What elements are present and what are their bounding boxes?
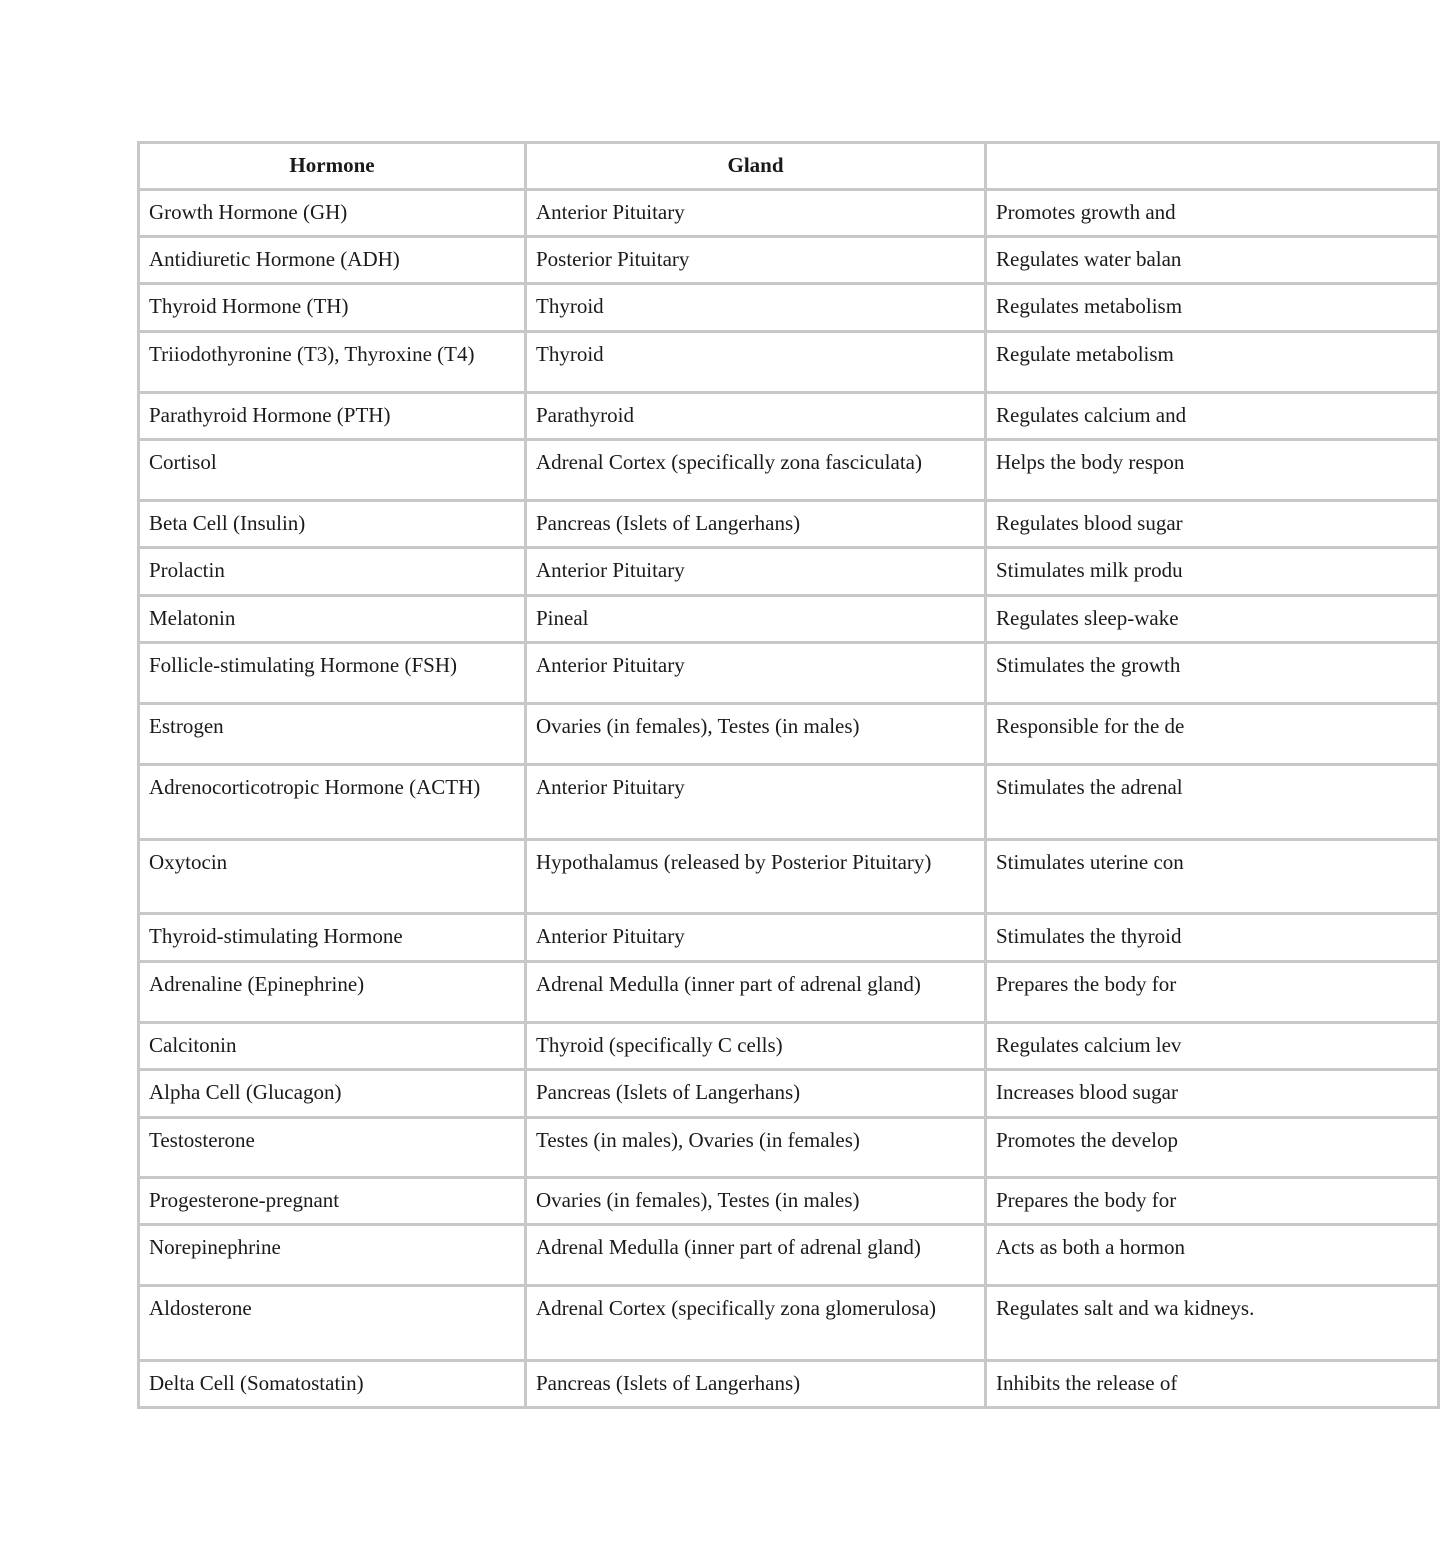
gland-cell: Adrenal Medulla (inner part of adrenal gland) <box>526 962 986 1023</box>
table-row <box>139 1070 1439 1118</box>
table-row <box>139 393 1439 440</box>
function-cell: Prepares the body for <box>986 962 1439 1023</box>
function-cell: Responsible for the de <box>986 704 1439 765</box>
hormone-cell: Prolactin <box>139 548 526 596</box>
table-row <box>139 840 1439 914</box>
gland-cell: Pancreas (Islets of Langerhans) <box>526 1361 986 1408</box>
gland-cell: Ovaries (in females), Testes (in males) <box>526 1178 986 1225</box>
hormone-cell: Calcitonin <box>139 1023 526 1070</box>
hormone-cell: Adrenaline (Epinephrine) <box>139 962 526 1023</box>
gland-cell: Adrenal Cortex (specifically zona fasciculata) <box>526 440 986 501</box>
gland-cell: Thyroid (specifically C cells) <box>526 1023 986 1070</box>
function-cell: Promotes growth and <box>986 190 1439 237</box>
function-cell: Regulates blood sugar <box>986 501 1439 548</box>
hormone-cell: Delta Cell (Somatostatin) <box>139 1361 526 1408</box>
table-row <box>139 501 1439 548</box>
header-gland: Gland <box>526 143 986 190</box>
table-row <box>139 765 1439 840</box>
hormone-cell: Cortisol <box>139 440 526 501</box>
hormone-cell: Progesterone-pregnant <box>139 1178 526 1225</box>
gland-cell: Parathyroid <box>526 393 986 440</box>
function-cell: Regulates salt and wa kidneys. <box>986 1286 1439 1361</box>
hormone-cell: Thyroid-stimulating Hormone <box>139 914 526 962</box>
header-hormone: Hormone <box>139 143 526 190</box>
function-cell: Acts as both a hormon <box>986 1225 1439 1286</box>
function-cell: Stimulates the adrenal <box>986 765 1439 840</box>
table-row <box>139 1118 1439 1178</box>
table-row <box>139 1023 1439 1070</box>
gland-cell: Pineal <box>526 596 986 643</box>
table-row <box>139 1225 1439 1286</box>
function-cell: Regulates metabolism <box>986 284 1439 332</box>
function-cell: Increases blood sugar <box>986 1070 1439 1118</box>
gland-cell: Hypothalamus (released by Posterior Pituitary) <box>526 840 986 914</box>
function-cell: Stimulates uterine con <box>986 840 1439 914</box>
hormone-cell: Adrenocorticotropic Hormone (ACTH) <box>139 765 526 840</box>
table-row <box>139 914 1439 962</box>
function-cell: Promotes the develop <box>986 1118 1439 1178</box>
gland-cell: Pancreas (Islets of Langerhans) <box>526 501 986 548</box>
gland-cell: Ovaries (in females), Testes (in males) <box>526 704 986 765</box>
hormone-cell: Oxytocin <box>139 840 526 914</box>
function-cell: Regulates calcium and <box>986 393 1439 440</box>
hormone-cell: Testosterone <box>139 1118 526 1178</box>
gland-cell: Adrenal Cortex (specifically zona glomerulosa) <box>526 1286 986 1361</box>
gland-cell: Pancreas (Islets of Langerhans) <box>526 1070 986 1118</box>
table-row <box>139 332 1439 393</box>
table-row <box>139 1178 1439 1225</box>
table-row <box>139 704 1439 765</box>
gland-cell: Testes (in males), Ovaries (in females) <box>526 1118 986 1178</box>
function-cell: Regulates water balan <box>986 237 1439 284</box>
table-row <box>139 284 1439 332</box>
hormone-cell: Growth Hormone (GH) <box>139 190 526 237</box>
function-cell: Helps the body respon <box>986 440 1439 501</box>
gland-cell: Anterior Pituitary <box>526 914 986 962</box>
hormone-cell: Melatonin <box>139 596 526 643</box>
hormone-table <box>137 141 1440 1409</box>
gland-cell: Anterior Pituitary <box>526 643 986 704</box>
function-cell: Regulates calcium lev <box>986 1023 1439 1070</box>
gland-cell: Posterior Pituitary <box>526 237 986 284</box>
table-row <box>139 1286 1439 1361</box>
table-header-row <box>139 143 1439 190</box>
gland-cell: Anterior Pituitary <box>526 548 986 596</box>
gland-cell: Thyroid <box>526 332 986 393</box>
hormone-cell: Triiodothyronine (T3), Thyroxine (T4) <box>139 332 526 393</box>
table-body <box>139 190 1439 1408</box>
table-row <box>139 962 1439 1023</box>
table-row <box>139 440 1439 501</box>
table-row <box>139 237 1439 284</box>
table-row <box>139 596 1439 643</box>
table-row <box>139 1361 1439 1408</box>
gland-cell: Adrenal Medulla (inner part of adrenal gland) <box>526 1225 986 1286</box>
gland-cell: Anterior Pituitary <box>526 765 986 840</box>
header-function <box>986 143 1439 190</box>
hormone-cell: Beta Cell (Insulin) <box>139 501 526 548</box>
function-cell: Stimulates the growth <box>986 643 1439 704</box>
hormone-cell: Norepinephrine <box>139 1225 526 1286</box>
function-cell: Regulate metabolism <box>986 332 1439 393</box>
hormone-cell: Estrogen <box>139 704 526 765</box>
hormone-cell: Follicle-stimulating Hormone (FSH) <box>139 643 526 704</box>
function-cell: Regulates sleep-wake <box>986 596 1439 643</box>
table-row <box>139 643 1439 704</box>
function-cell: Inhibits the release of <box>986 1361 1439 1408</box>
function-cell: Stimulates the thyroid <box>986 914 1439 962</box>
hormone-cell: Thyroid Hormone (TH) <box>139 284 526 332</box>
hormone-cell: Aldosterone <box>139 1286 526 1361</box>
function-cell: Stimulates milk produ <box>986 548 1439 596</box>
hormone-cell: Alpha Cell (Glucagon) <box>139 1070 526 1118</box>
gland-cell: Anterior Pituitary <box>526 190 986 237</box>
hormone-cell: Antidiuretic Hormone (ADH) <box>139 237 526 284</box>
hormone-cell: Parathyroid Hormone (PTH) <box>139 393 526 440</box>
table-row <box>139 548 1439 596</box>
function-cell: Prepares the body for <box>986 1178 1439 1225</box>
table-row <box>139 190 1439 237</box>
gland-cell: Thyroid <box>526 284 986 332</box>
